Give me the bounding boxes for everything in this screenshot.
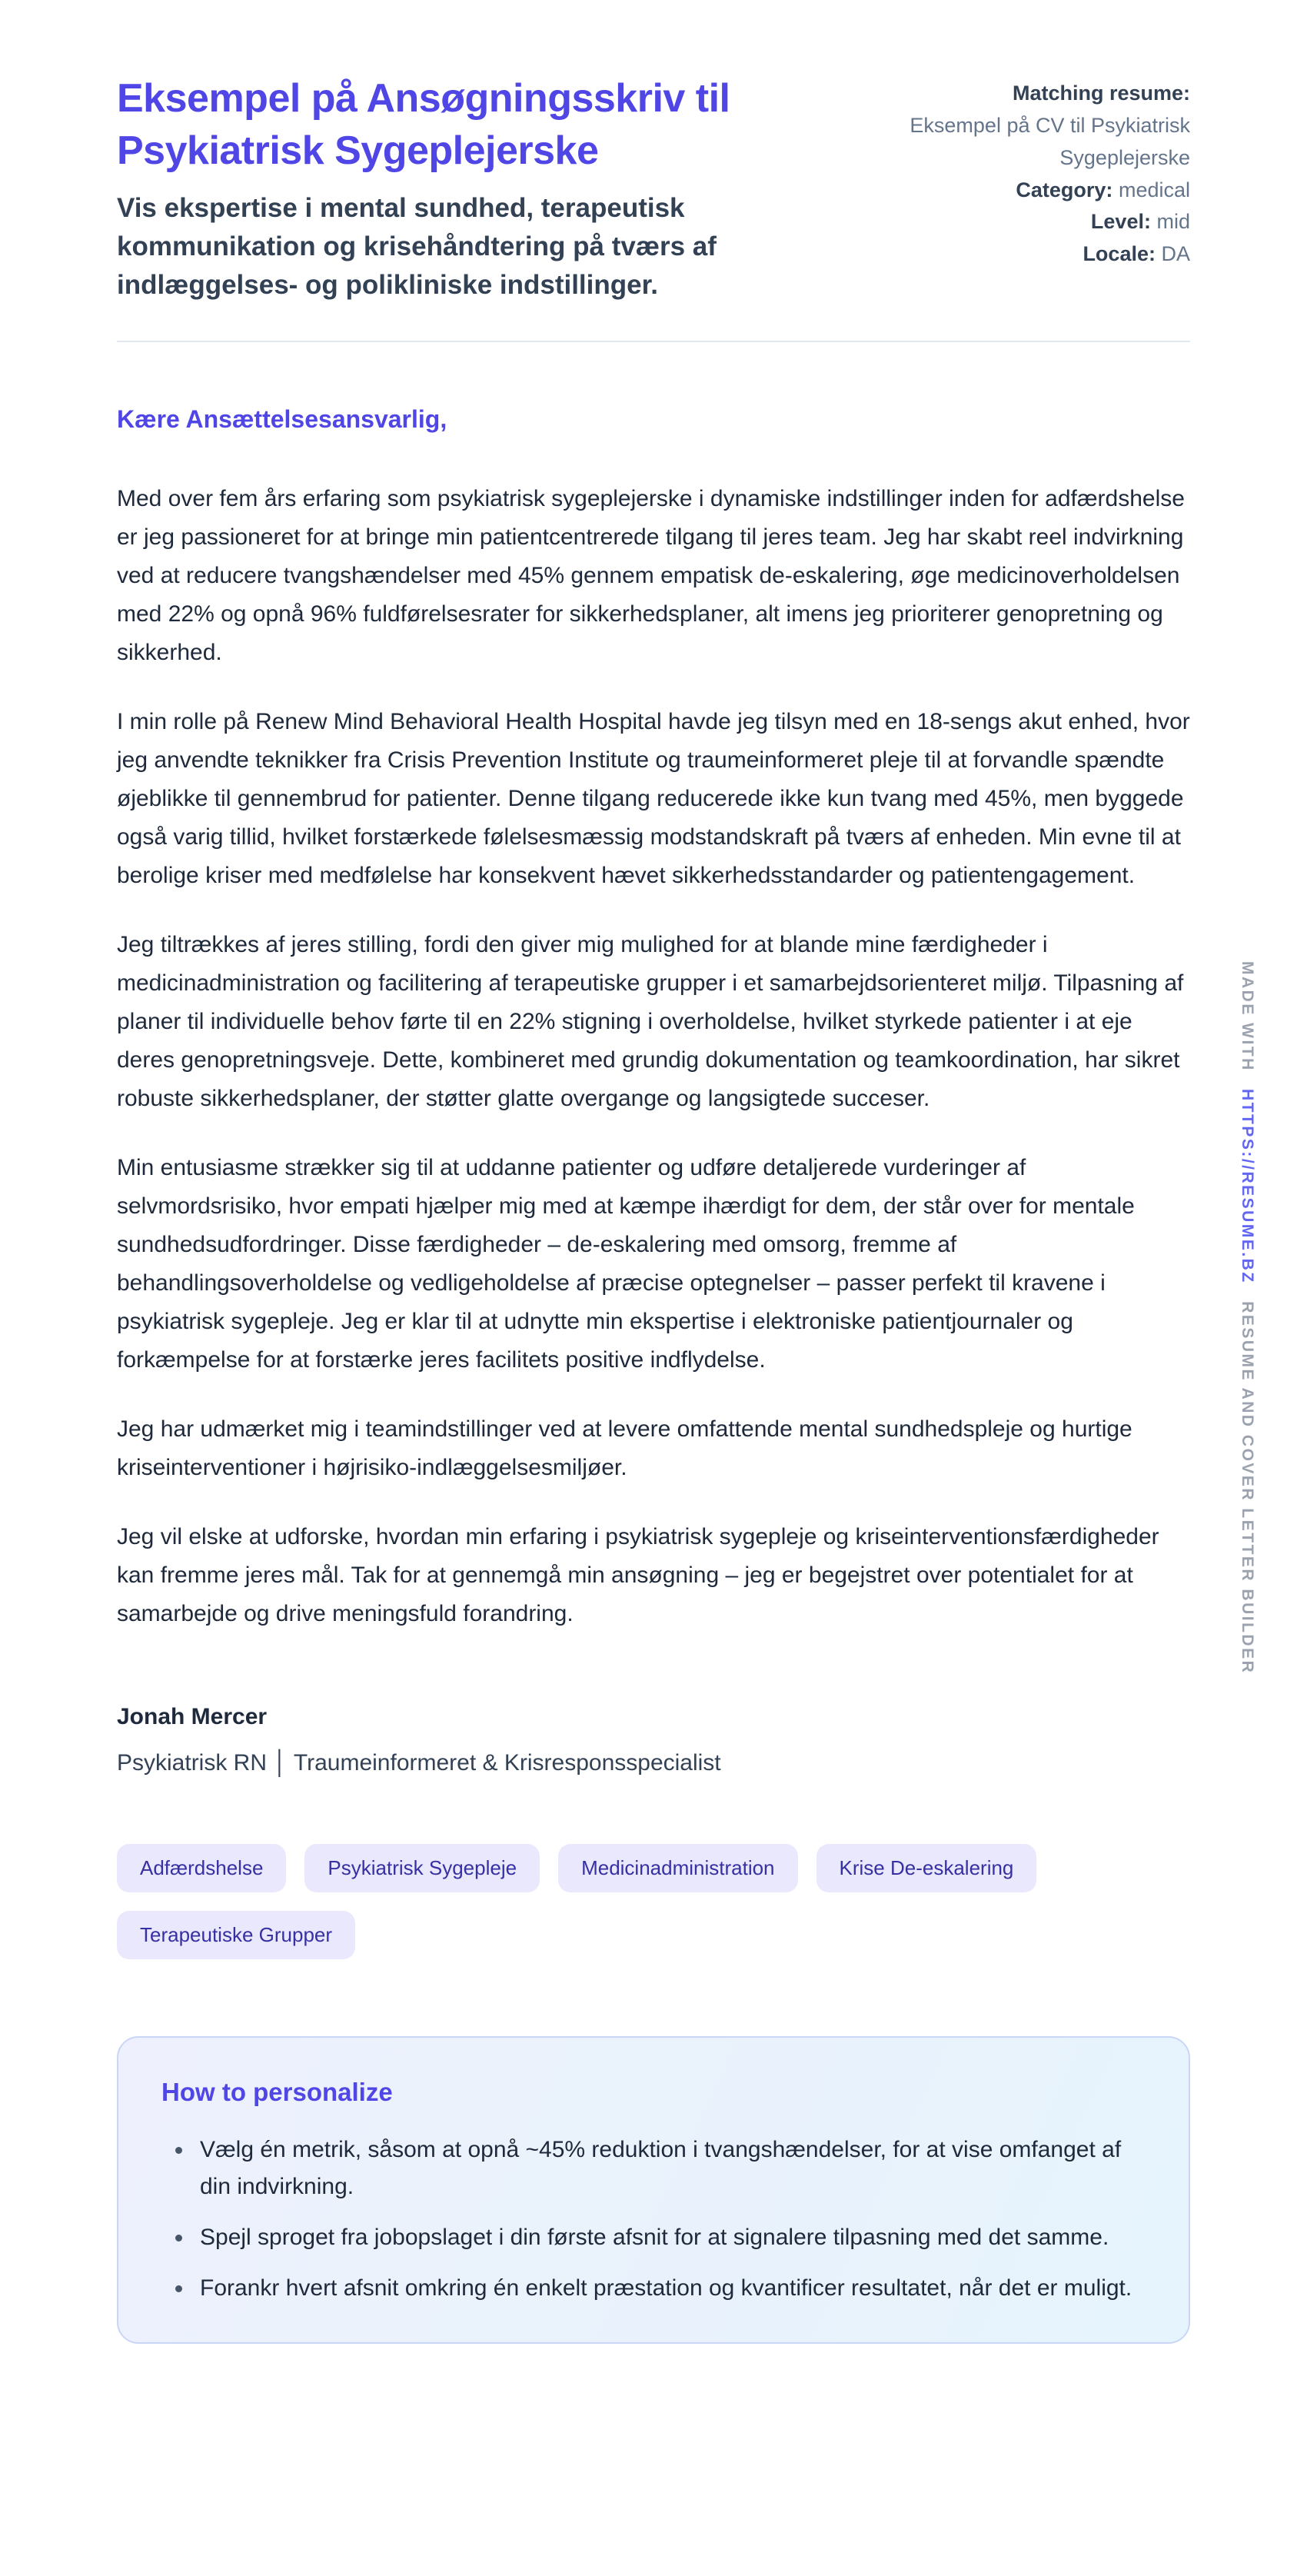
letter-paragraph-4: Min entusiasme strækker sig til at uddanne patienter og udføre detaljerede vurderinger af selvmordsrisiko, hvor empati hjælper mig med at kæmpe ihærdigt for dem, der står over for mentale sundhedsudfordringer. Disse færdigheder – de-eskalering med omsorg, fremme af behandlingsoverholdelse og vedligeholdelse af præcise optegnelser – passer perfekt til kravene i psykiatrisk sygepleje. Jeg er klar til at udnytte min ekspertise i elektroniske patientjournaler og forkæmpelse for at forstærke jeres facilitets positive indflydelse. (117, 1155, 1135, 1373)
header-divider (117, 341, 1190, 342)
watermark (1238, 961, 1256, 1674)
page-title: Eksempel på Ansøgningsskriv til Psykiatrisk Sygeplejerske (117, 76, 730, 173)
page-subtitle: Vis ekspertise i mental sundhed, terapeutisk kommunikation og krisehåndtering på tværs af indlæggelses- og polikliniske indstillinger. (117, 193, 717, 300)
watermark-resume-bz-link[interactable]: HTTPS://RESUME.BZ (1239, 1089, 1256, 1284)
watermark-builder-text: RESUME AND COVER LETTER BUILDER (1239, 1301, 1256, 1675)
cover-letter-body (117, 405, 1190, 1776)
letter-paragraph-3: Jeg tiltrækkes af jeres stilling, fordi den giver mig mulighed for at blande mine færdigheder i medicinadministration og facilitering af terapeutiske grupper i et samarbejdsorienteret miljø. Tilpasning af planer til individuelle behov førte til en 22% stigning i overholdelse, hvilket styrkede patienter i at eje deres genopretningsveje. Dette, kombineret med grundig dokumentation og teamkoordination, har sikret robuste sikkerhedsplaner, der støtter glatte overgange og langsigtede succeser. (117, 932, 1184, 1112)
skill-tag-krise-de-eskalering: Krise De-eskalering (816, 1844, 1037, 1892)
skill-tag-terapeutiske-grupper: Terapeutiske Grupper (117, 1911, 355, 1959)
matching-resume-meta (844, 73, 1190, 271)
watermark-made-with-text: MADE WITH (1239, 961, 1256, 1072)
tip-item-1: • Vælg én metrik, såsom at opnå ~45% reduktion i tvangshændelser, for at vise omfanget af din indvirkning. (194, 2132, 1146, 2205)
meta-locale (844, 238, 1190, 271)
tip-item-3: • Forankr hvert afsnit omkring én enkelt præstation og kvantificer resultatet, når det er muligt. (194, 2270, 1146, 2307)
personalize-title: How to personalize (161, 2078, 393, 2107)
personalize-card (117, 2036, 1190, 2344)
letter-paragraph-1: Med over fem års erfaring som psykiatrisk sygeplejerske i dynamiske indstillinger inden for adfærdshelse er jeg passioneret for at bringe min patientcentrerede tilgang til jeres team. Jeg har skabt reel indvirkning ved at reducere tvangshændelser med 45% gennem empatisk de-eskalering, øge medicinoverholdelsen med 22% og opnå 96% fuldførelsesrater for sikkerhedsplaner, alt imens jeg prioriterer genopretning og sikkerhed. (117, 486, 1185, 666)
tip-item-2: • Spejl sproget fra jobopslaget i din første afsnit for at signalere tilpasning med det samme. (194, 2219, 1146, 2256)
category-label: Category: (1016, 178, 1113, 201)
level-label: Level: (1090, 210, 1151, 234)
page-container (117, 0, 1190, 2425)
header-title-block (117, 73, 806, 304)
signature-title: Psykiatrisk RN │ Traumeinformeret & Krisresponsspecialist (117, 1750, 721, 1776)
header (117, 73, 1190, 304)
meta-level (844, 206, 1190, 238)
level-value: mid (1156, 210, 1190, 234)
skill-tags (117, 1844, 1039, 1959)
personalize-tips-list (161, 2132, 1146, 2307)
skill-tag-psykiatrisk-sygepleje: Psykiatrisk Sygepleje (304, 1844, 540, 1892)
locale-value: DA (1161, 242, 1190, 266)
matching-resume-value: Eksempel på CV til Psykiatrisk Sygeplejerske (910, 113, 1190, 169)
letter-paragraph-6: Jeg vil elske at udforske, hvordan min erfaring i psykiatrisk sygepleje og kriseinterventionsfærdigheder kan fremme jeres mål. Tak for at gennemgå min ansøgning – jeg er begejstret over potentialet for at samarbejde og drive meningsfuld forandring. (117, 1524, 1159, 1627)
category-value: medical (1118, 178, 1190, 201)
letter-paragraph-5: Jeg har udmærket mig i teamindstillinger ved at levere omfattende mental sundhedspleje og hurtige kriseinterventioner i højrisiko-indlæggelsesmiljøer. (117, 1416, 1132, 1481)
skill-tag-medicinadministration: Medicinadministration (558, 1844, 797, 1892)
signature-name: Jonah Mercer (117, 1704, 268, 1730)
locale-label: Locale: (1083, 242, 1156, 266)
letter-paragraph-2: I min rolle på Renew Mind Behavioral Health Hospital havde jeg tilsyn med en 18-sengs akut enhed, hvor jeg anvendte teknikker fra Crisis Prevention Institute og traumeinformeret pleje til at forvandle spændte øjeblikke til gennembrud for patienter. Denne tilgang reducerede ikke kun tvang med 45%, men byggede også varig tillid, hvilket forstærkede følelsesmæssig modstandskraft på tværs af enheden. Min evne til at berolige kriser med medfølelse har konsekvent hævet sikkerhedsstandarder og patientengagement. (117, 709, 1190, 889)
salutation: Kære Ansættelsesansvarlig, (117, 405, 447, 434)
skill-tag-adfaerdshelse: Adfærdshelse (117, 1844, 286, 1892)
meta-category (844, 175, 1190, 207)
matching-resume-label: Matching resume: (1012, 82, 1190, 105)
